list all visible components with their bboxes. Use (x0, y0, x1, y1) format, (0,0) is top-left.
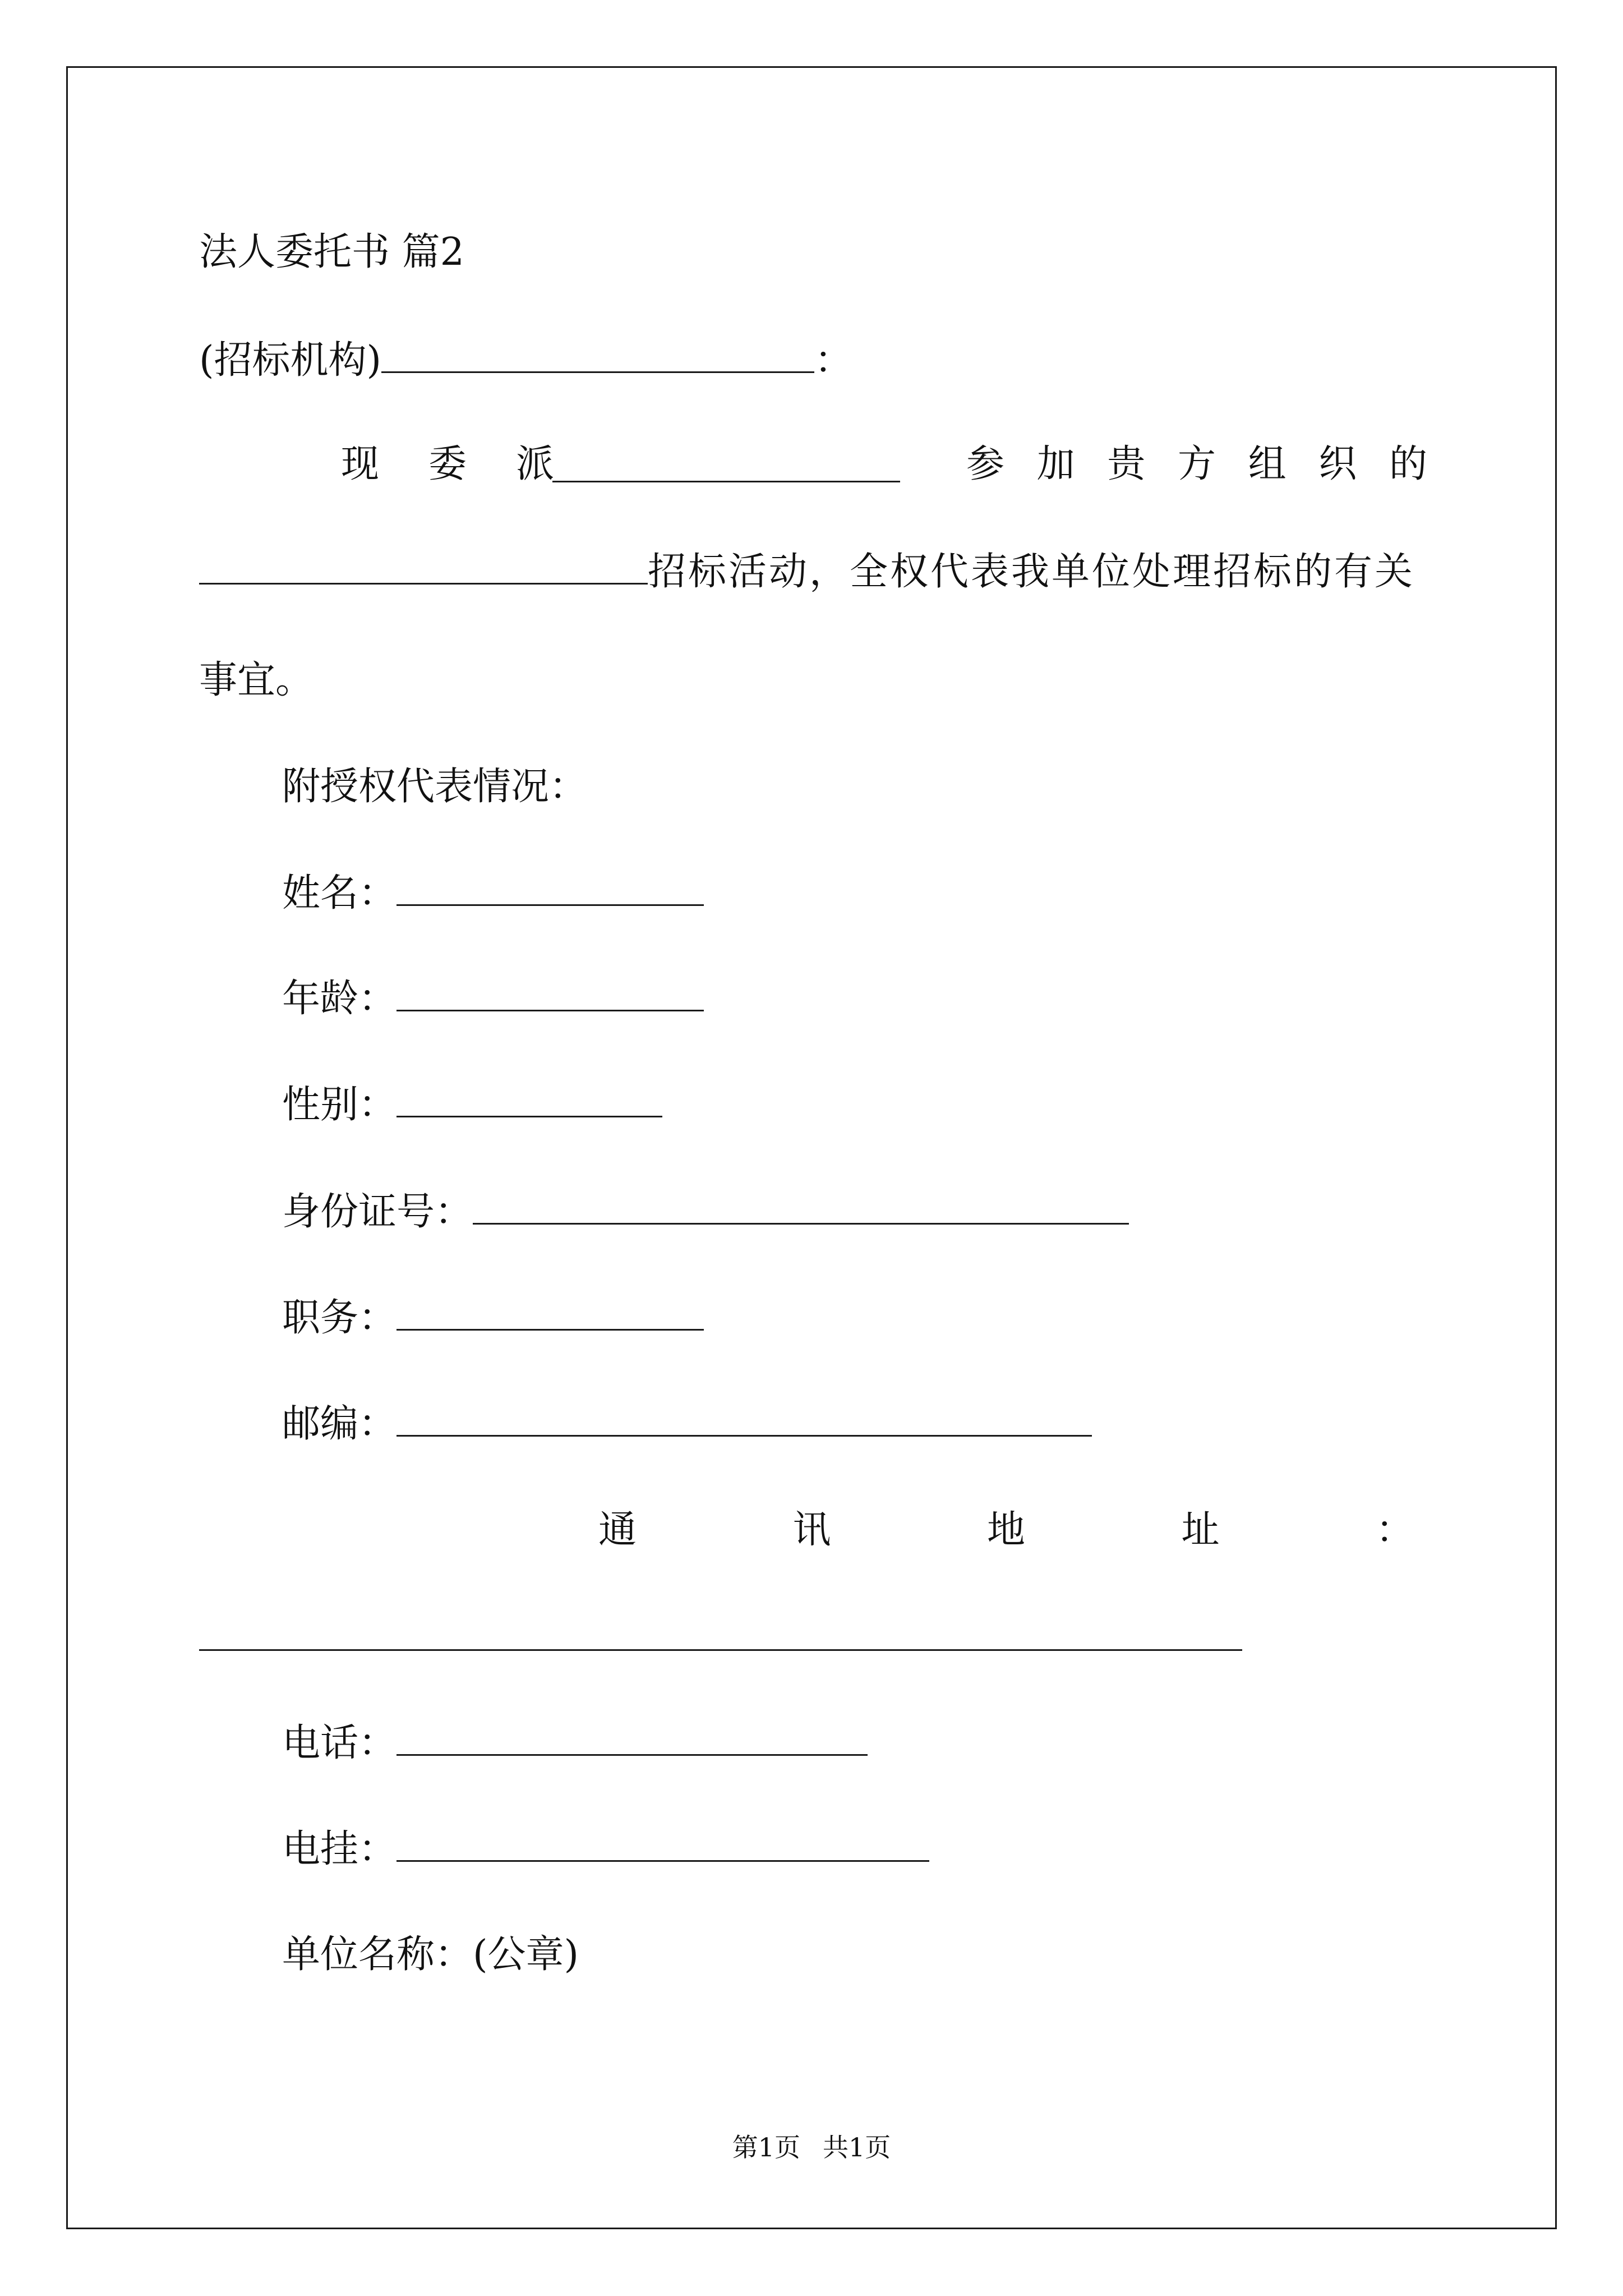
assign-left (341, 439, 554, 490)
address-label (598, 1505, 1414, 1556)
assign-char: 织 (1318, 442, 1357, 486)
assign-char: 方 (1177, 442, 1216, 486)
address-char: 通 (598, 1508, 637, 1552)
fax-blank[interactable] (396, 1828, 929, 1862)
assign-char: 委 (428, 442, 467, 486)
gender-row (282, 1080, 662, 1130)
address-blank[interactable] (199, 1617, 1242, 1651)
activity-line (199, 547, 1415, 597)
delegate-blank[interactable] (552, 448, 900, 482)
recipient-line (199, 335, 852, 386)
name-row (282, 868, 704, 919)
assign-char: 派 (515, 442, 554, 486)
position-row (282, 1293, 704, 1343)
recipient-colon: ： (814, 338, 853, 383)
assign-char: 现 (341, 442, 380, 486)
id-number-label: 身份证号： (282, 1190, 473, 1234)
assign-char: 参 (966, 442, 1005, 486)
page-border (66, 66, 1557, 2229)
position-blank[interactable] (396, 1296, 704, 1331)
assign-char: 的 (1389, 442, 1427, 486)
postcode-row (282, 1399, 1092, 1450)
fax-row (282, 1824, 929, 1875)
address-char: 地 (986, 1508, 1025, 1552)
postcode-label: 邮编： (282, 1402, 397, 1446)
assign-char: 加 (1036, 442, 1075, 486)
document-title: 法人委托书 篇2 (199, 230, 464, 274)
name-blank[interactable] (396, 872, 704, 906)
activity-text: 招标活动，全权代表我单位处理招标的有关 (648, 550, 1415, 594)
assign-right (966, 439, 1427, 490)
project-blank[interactable] (199, 550, 648, 585)
address-char: 址 (1181, 1508, 1220, 1552)
recipient-blank[interactable] (381, 339, 814, 373)
address-char: ： (1375, 1508, 1414, 1552)
recipient-label: (招标机构) (199, 338, 382, 383)
postcode-blank[interactable] (396, 1402, 1092, 1437)
age-row (282, 974, 704, 1024)
unit-name-row: 单位名称：(公章) (282, 1932, 579, 1977)
assign-char: 贵 (1107, 442, 1146, 486)
footer-total-pages: 共1页 (823, 2132, 891, 2162)
age-blank[interactable] (396, 977, 704, 1011)
footer-current-page: 第1页 (732, 2132, 800, 2162)
phone-row (282, 1718, 868, 1769)
attachment-heading: 附授权代表情况： (282, 765, 588, 809)
position-label: 职务： (282, 1296, 397, 1340)
name-label: 姓名： (282, 871, 397, 915)
fax-label: 电挂： (282, 1827, 397, 1871)
age-label: 年龄： (282, 977, 397, 1021)
gender-label: 性别： (282, 1083, 397, 1127)
id-number-blank[interactable] (473, 1190, 1129, 1225)
gender-blank[interactable] (396, 1083, 662, 1117)
phone-label: 电话： (282, 1721, 397, 1765)
phone-blank[interactable] (396, 1722, 868, 1756)
assign-char: 组 (1248, 442, 1287, 486)
activity-continuation: 事宜。 (199, 658, 314, 702)
page-footer (0, 2131, 1623, 2164)
id-number-row (282, 1187, 1129, 1237)
address-char: 讯 (792, 1508, 831, 1552)
